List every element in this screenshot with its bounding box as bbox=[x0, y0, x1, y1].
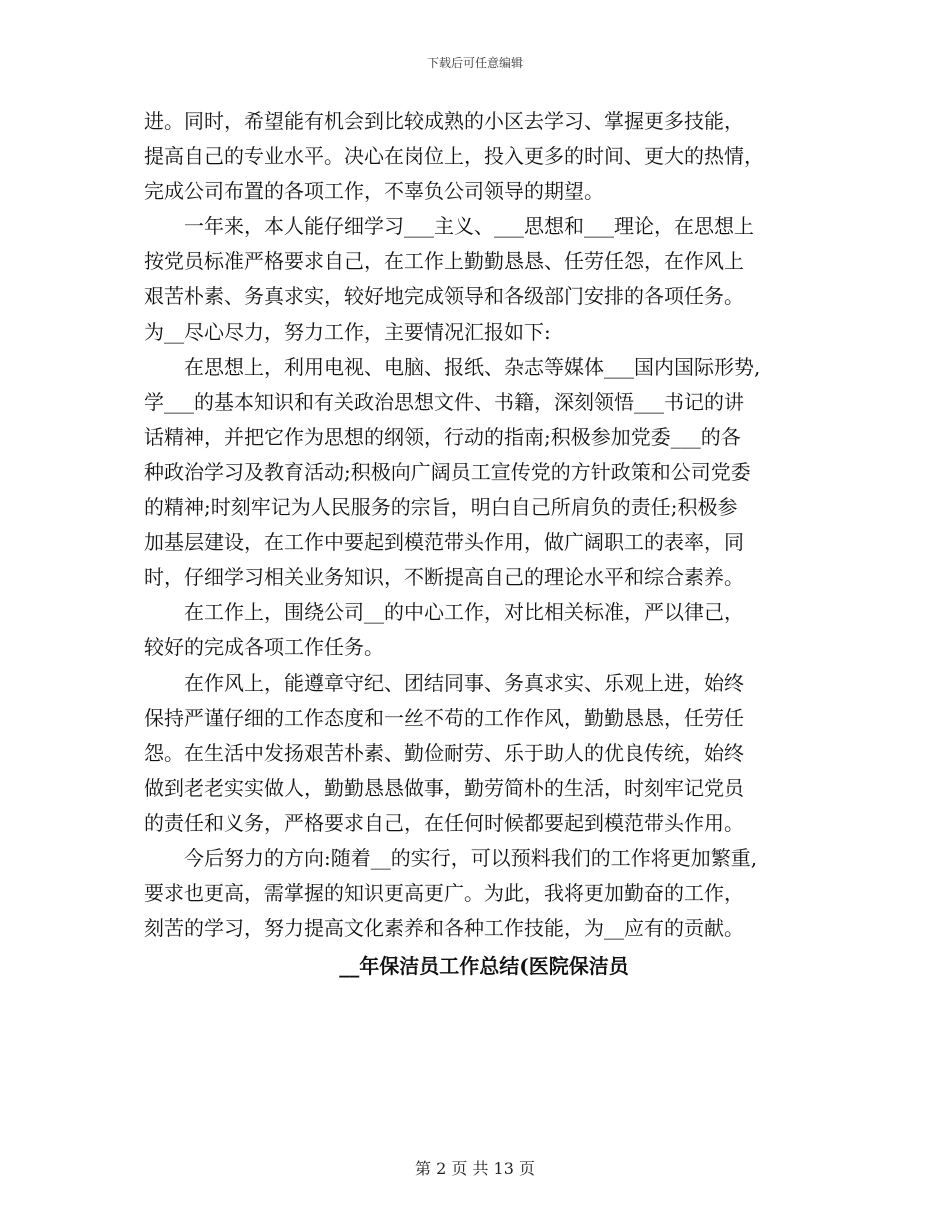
page-header: 下载后可任意编辑 bbox=[426, 56, 523, 70]
text-line: 话精神，并把它作为思想的纲领，行动的指南;积极参加党委___的各 bbox=[144, 424, 741, 449]
text-line: 加基层建设，在工作中要起到模范带头作用，做广阔职工的表率，同 bbox=[144, 530, 744, 555]
text-line: 今后努力的方向:随着__的实行，可以预料我们的工作将更加繁重, bbox=[144, 845, 758, 870]
page-footer: 第 2 页 共 13 页 bbox=[415, 1159, 535, 1178]
text-line: 在工作上，围绕公司__的中心工作，对比相关标准，严以律己， bbox=[144, 600, 744, 625]
text-line: 为__尽心尽力，努力工作，主要情况汇报如下: bbox=[144, 319, 551, 344]
text-line: 按党员标准严格要求自己，在工作上勤勤恳恳、任劳任怨，在作风上 bbox=[144, 249, 744, 274]
text-line: 时，仔细学习相关业务知识，不断提高自己的理论水平和综合素养。 bbox=[144, 565, 744, 590]
text-line: 学___的基本知识和有关政治思想文件、书籍，深刻领悟___书记的讲 bbox=[144, 389, 744, 414]
text-line: 怨。在生活中发扬艰苦朴素、勤俭耐劳、乐于助人的优良传统，始终 bbox=[144, 740, 744, 765]
text-line: 做到老老实实做人，勤勤恳恳做事，勤劳简朴的生活，时刻牢记党员 bbox=[144, 775, 744, 800]
text-line: 刻苦的学习，努力提高文化素养和各种工作技能，为__应有的贡献。 bbox=[144, 916, 744, 941]
text-line: 艰苦朴素、务真求实，较好地完成领导和各级部门安排的各项任务。 bbox=[144, 284, 744, 309]
text-line: 提高自己的专业水平。决心在岗位上，投入更多的时间、更大的热情， bbox=[144, 144, 764, 169]
text-line: 在作风上，能遵章守纪、团结同事、务真求实、乐观上进，始终 bbox=[144, 670, 744, 695]
text-line: 种政治学习及教育活动;积极向广阔员工宣传党的方针政策和公司党委 bbox=[144, 459, 751, 484]
text-line: 保持严谨仔细的工作态度和一丝不苟的工作作风，勤勤恳恳，任劳任 bbox=[144, 705, 744, 730]
text-line: 要求也更高，需掌握的知识更高更广。为此，我将更加勤奋的工作， bbox=[144, 881, 744, 906]
text-line: 的责任和义务，严格要求自己，在任何时候都要起到模范带头作用。 bbox=[144, 810, 744, 835]
text-line: 在思想上，利用电视、电脑、报纸、杂志等媒体___国内国际形势, bbox=[144, 354, 761, 379]
text-line: 一年来，本人能仔细学习___主义、___思想和___理论，在思想上 bbox=[144, 214, 754, 239]
text-line: 完成公司布置的各项工作，不辜负公司领导的期望。 bbox=[144, 179, 604, 204]
body-text bbox=[144, 104, 824, 986]
section-title: __年保洁员工作总结(医院保洁员 bbox=[339, 954, 629, 979]
text-line: 进。同时，希望能有机会到比较成熟的小区去学习、掌握更多技能， bbox=[144, 109, 744, 133]
text-line: 较好的完成各项工作任务。 bbox=[144, 635, 384, 660]
text-line: 的精神;时刻牢记为人民服务的宗旨，明白自己所肩负的责任;积极参 bbox=[144, 495, 738, 520]
